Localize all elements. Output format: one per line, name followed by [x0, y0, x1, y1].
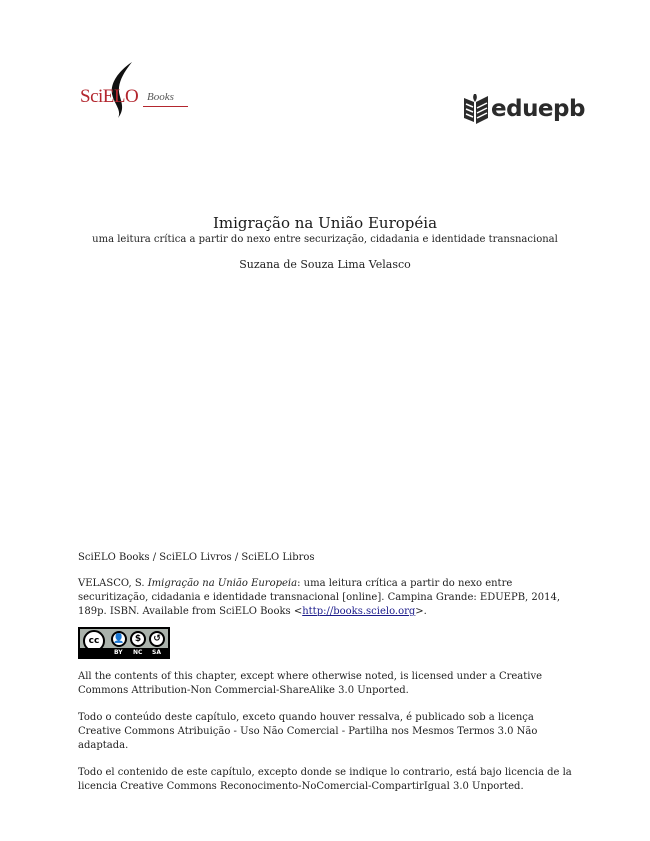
- sa-label: SA: [152, 649, 161, 656]
- scielo-books-link[interactable]: http://books.scielo.org: [302, 606, 416, 617]
- attribution-person-icon: 👤: [111, 631, 127, 647]
- book-subtitle: uma leitura crítica a partir do nexo entre securização, cidadania e identidade transnacional: [92, 234, 558, 245]
- series-line: SciELO Books / SciELO Livros / SciELO Libros: [78, 552, 315, 563]
- license-statements: [78, 670, 578, 794]
- book-title: Imigração na União Européia: [212, 214, 438, 232]
- sharealike-icon: ↺: [149, 631, 165, 647]
- by-label: BY: [114, 649, 123, 656]
- eduepb-book-wheat-icon: [462, 92, 490, 126]
- title-block: [0, 214, 650, 271]
- nc-label: NC: [133, 649, 143, 656]
- scielo-underline: [143, 106, 188, 107]
- cc-icon: cc: [83, 630, 105, 652]
- eduepb-logo: [462, 89, 585, 129]
- book-author: Suzana de Souza Lima Velasco: [239, 258, 411, 271]
- scielo-books-label: Books: [147, 91, 174, 103]
- citation-title: Imigração na União Europeia: [147, 578, 298, 589]
- cc-by-nc-sa-badge: [78, 627, 170, 659]
- license-spanish: Todo el contenido de este capítulo, excepto donde se indique lo contrario, está bajo licencia de la licencia Creative Commons Reconocimento-NoComercial-CompartirIgual 3.0 Unported.: [78, 767, 572, 792]
- noncommercial-icon: $: [130, 631, 146, 647]
- bibliographic-info: [78, 551, 578, 794]
- scielo-wordmark: SciELO: [80, 86, 139, 107]
- eduepb-wordmark: eduepb: [491, 96, 585, 122]
- license-portuguese: Todo o conteúdo deste capítulo, exceto quando houver ressalva, é publicado sob a licença Creative Commons Atribuição - Uso Não Comercial - Partilha nos Mesmos Termos 3.0 Não adaptada.: [78, 712, 538, 751]
- scielo-books-logo: [80, 60, 190, 122]
- license-english: All the contents of this chapter, except where otherwise noted, is licensed under a Creative Commons Attribution-Non Commercial-ShareAlike 3.0 Unported.: [78, 671, 543, 696]
- citation: VELASCO, S. Imigração na União Europeia: uma leitura crítica a partir do nexo entre securitização, cidadania e identidade transnacional [online]. Campina Grande: EDUEPB, 2014, 189p. ISBN. Available from SciELO Books <http://books.scielo.org>.: [78, 578, 561, 617]
